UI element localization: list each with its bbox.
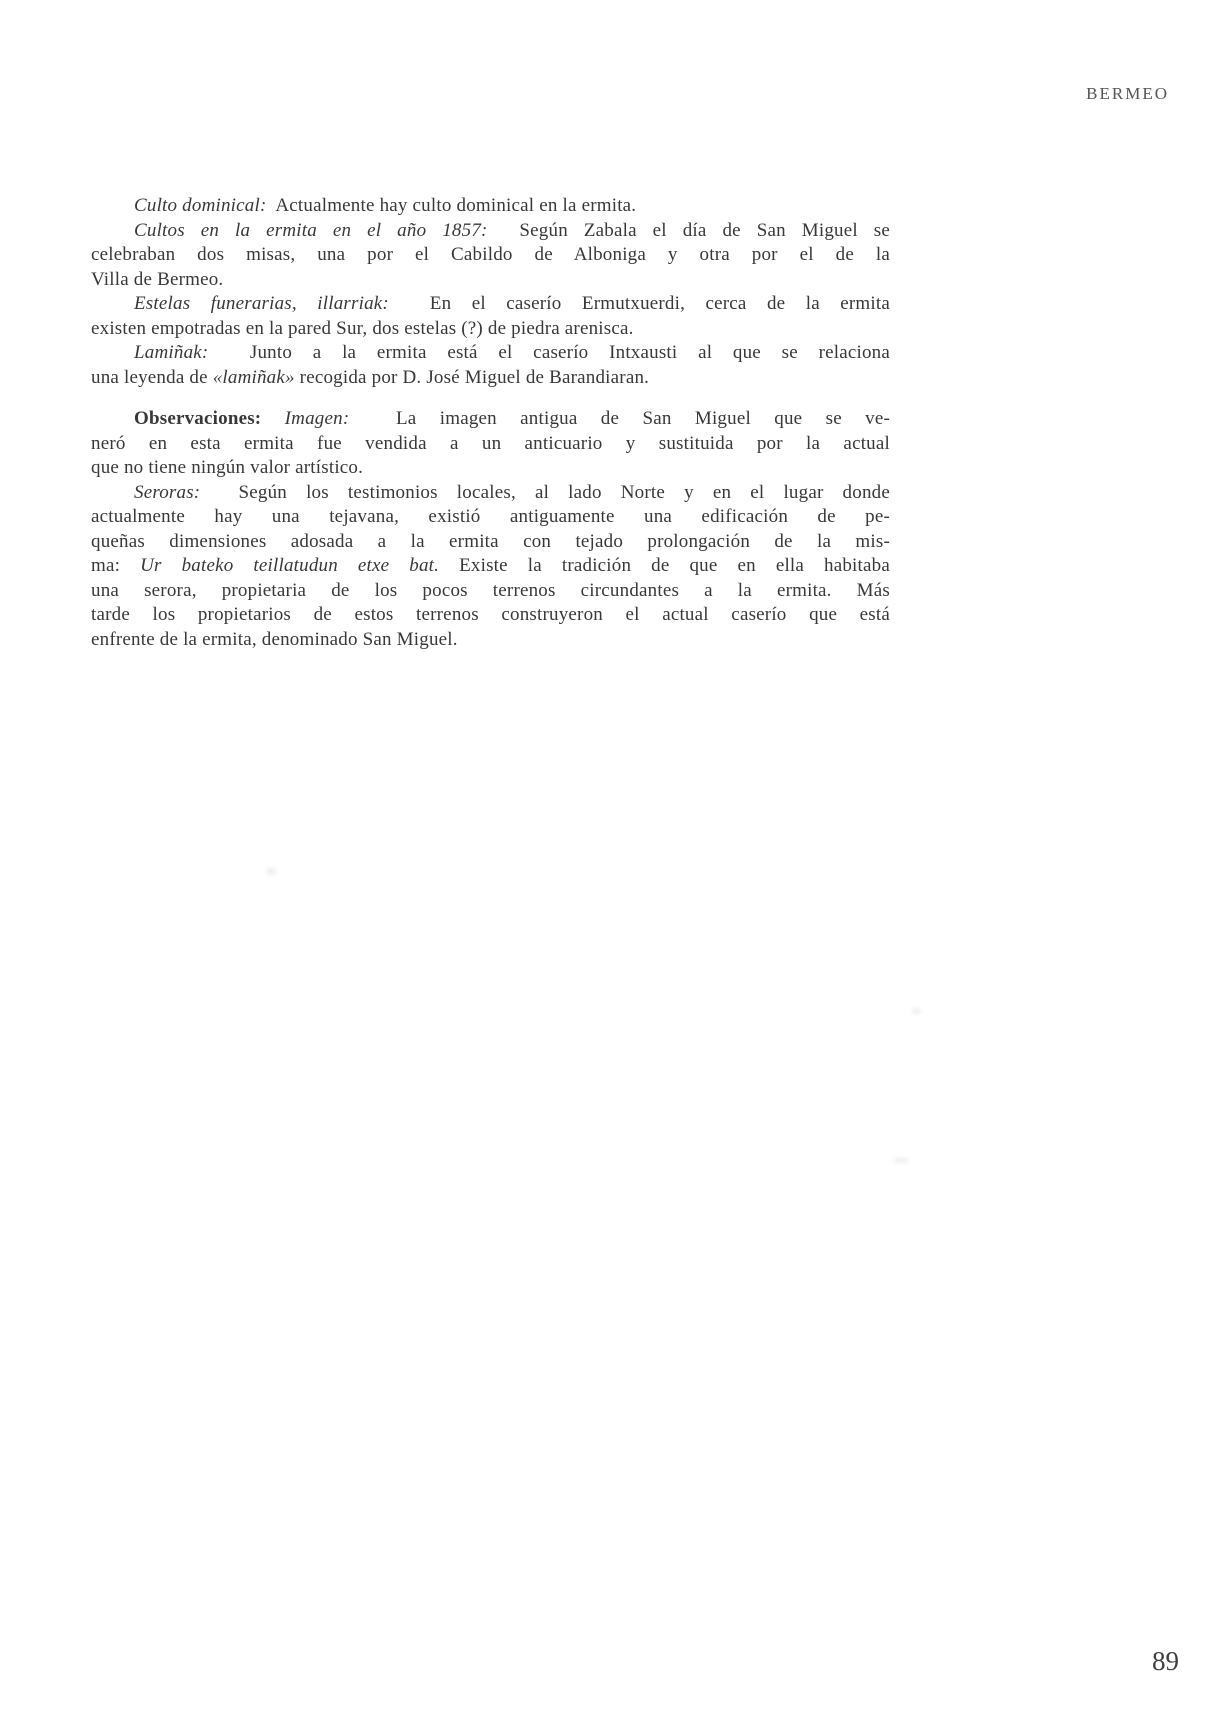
body-text: celebraban dos misas, una por el Cabildo de Alboniga y otra por el de la <box>91 244 890 265</box>
text-line <box>91 219 890 244</box>
body-text: queñas dimensiones adosada a la ermita con tejado prolongación de la mis- <box>91 530 890 552</box>
text-line <box>91 481 890 506</box>
text-line <box>91 505 890 530</box>
text-line <box>91 432 890 457</box>
paragraph-laminak <box>91 341 890 390</box>
body-text: La imagen antigua de San Miguel que se ve- <box>349 408 890 429</box>
paragraph-cultos-en-la-ermita-1857 <box>91 219 890 293</box>
scan-smudge <box>266 868 276 875</box>
text-line <box>91 194 890 219</box>
body-text: neró en esta ermita fue vendida a un anticuario y sustituida por la actual <box>91 432 890 454</box>
scan-smudge <box>912 1008 921 1014</box>
body-text: Actualmente hay culto dominical en la ermita. <box>266 195 637 216</box>
italic-text: Imagen: <box>284 408 350 429</box>
italic-text: Lamiñak: <box>134 342 209 363</box>
text-line <box>91 579 890 604</box>
text-line <box>91 603 890 628</box>
body-text: una serora, propietaria de los pocos terrenos circundantes a la ermita. Más <box>91 579 890 601</box>
text-line <box>91 268 890 293</box>
text-line <box>91 530 890 555</box>
paragraph-seroras <box>91 481 890 653</box>
text-line <box>91 456 890 481</box>
paragraph-estelas-funerarias <box>91 292 890 341</box>
body-text: Junto a la ermita está el caserío Intxausti al que se relaciona <box>208 342 890 363</box>
body-text <box>261 408 284 429</box>
italic-text: Estelas funerarias, illarriak: <box>134 293 389 314</box>
text-line <box>91 243 890 268</box>
body-text: Existe la tradición de que en ella habitaba <box>439 555 890 576</box>
body-text: tarde los propietarios de estos terrenos construyeron el actual caserío que está <box>91 604 890 625</box>
text-line <box>91 366 890 391</box>
body-text: recogida por D. José Miguel de Barandiaran. <box>294 366 650 388</box>
italic-text: Ur bateko teillatudun etxe bat. <box>140 555 440 576</box>
text-block <box>91 194 890 652</box>
page-number: 89 <box>1152 1646 1179 1676</box>
italic-text: «lamiñak» <box>212 366 295 388</box>
body-text: Villa de Bermeo. <box>91 268 224 290</box>
text-line <box>91 628 890 653</box>
body-text: actualmente hay una tejavana, existió antiguamente una edificación de pe- <box>91 506 890 527</box>
text-line <box>91 292 890 317</box>
bold-lead-in: Observaciones: <box>134 408 262 429</box>
body-text: que no tiene ningún valor artístico. <box>91 457 364 478</box>
italic-text: Seroras: <box>134 481 201 503</box>
italic-text: Cultos en la ermita en el año 1857: <box>134 219 488 241</box>
body-text: En el caserío Ermutxuerdi, cerca de la ermita <box>388 293 891 314</box>
body-text: enfrente de la ermita, denominado San Miguel. <box>91 628 458 650</box>
scan-smudge <box>893 1158 909 1163</box>
body-text: ma: <box>91 555 141 576</box>
italic-text: Culto dominical: <box>134 195 267 216</box>
text-line <box>91 317 890 342</box>
body-text: Según los testimonios locales, al lado Norte y en el lugar donde <box>200 481 890 503</box>
body-text: existen empotradas en la pared Sur, dos estelas (?) de piedra arenisca. <box>91 317 634 339</box>
body-text: Según Zabala el día de San Miguel se <box>487 219 890 241</box>
text-line <box>91 554 890 579</box>
paragraph-culto-dominical <box>91 194 890 219</box>
paragraph-observaciones-imagen <box>91 407 890 481</box>
text-line <box>91 407 890 432</box>
body-text: una leyenda de <box>91 366 213 388</box>
text-line <box>91 341 890 366</box>
running-header: BERMEO <box>1086 84 1169 103</box>
